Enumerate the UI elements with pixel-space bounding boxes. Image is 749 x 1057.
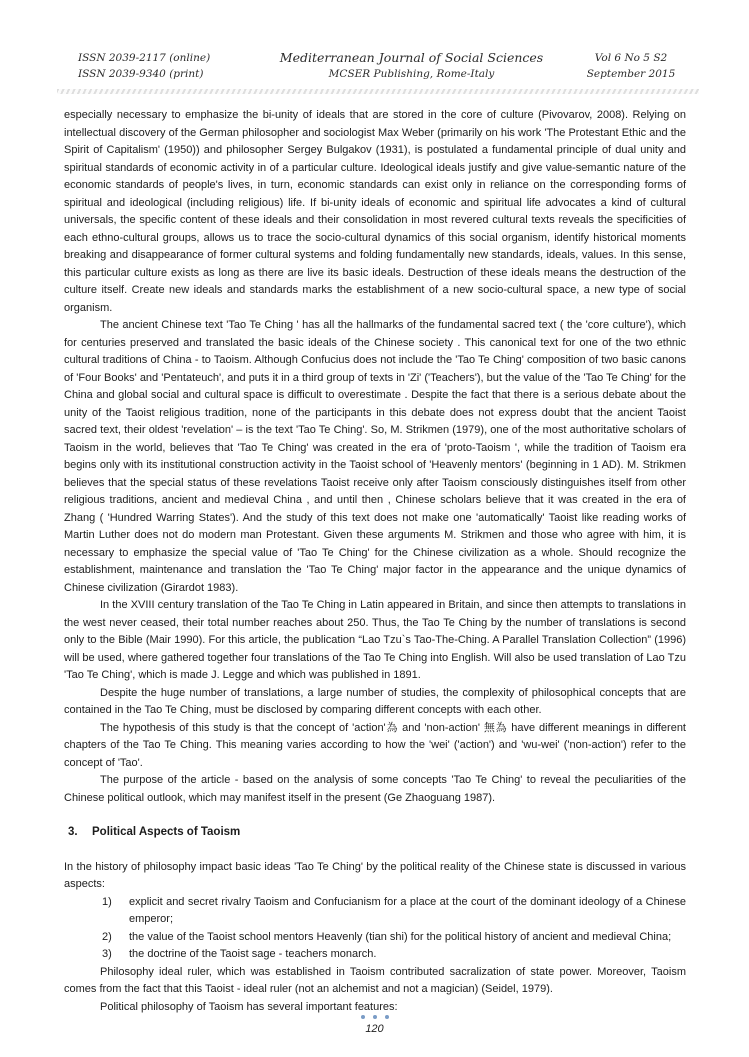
list-item-number: 3) (102, 948, 112, 960)
dot-icon (373, 1015, 377, 1019)
issue-date: September 2015 (586, 68, 676, 80)
dot-icon (385, 1015, 389, 1019)
list-item-text: explicit and secret rivalry Taoism and Confucianism for a place at the court of the dominant ideology of a Chinese emperor; (129, 895, 686, 925)
body-paragraph: Despite the huge number of translations, a large number of studies, the complexity of philosophical concepts that are contained in the Tao Te Ching, must be disclosed by comparing different concepts with each other. (64, 686, 686, 716)
section-heading (68, 824, 686, 842)
page-number: 120 (365, 1023, 384, 1035)
footer-ornament-dots (0, 1015, 749, 1019)
volume-info: Vol 6 No 5 S2 (594, 52, 668, 64)
list-item-text: the value of the Taoist school mentors Heavenly (tian shi) for the political history of ancient and medieval China; (129, 930, 672, 943)
journal-header (78, 50, 687, 82)
list-item (64, 946, 686, 964)
body-paragraph: The ancient Chinese text 'Tao Te Ching ' has all the hallmarks of the fundamental sacred text ( the 'core culture'), which for centuries preserved and translated the basic ideals of the Chinese society . This canonical text for one of the two ethnic cultural traditions of China - to Taoism. Although Confucius does not include the 'Tao Te Ching' composition of two basic canons of 'Four Books' and 'Pentateuch', and puts it in a third group of texts in 'Zi' ('Teachers'), but the value of the 'Tao Te Ching' for the China and global social and cultural space is difficult to overestimate . Despite the fact that there is a serious debate about the unity of the Taoist religious tradition, none of the participants in this debate does not express doubt that the ancient Taoist sacred text, their oldest 'revelation' – is the text 'Tao Te Ching'. So, M. Strikmen (1979), one of the most authoritative scholars of Taoism in the world, believes that 'Tao Te Ching' was created in the era of 'proto-Taoism ', while the tradition of Taoism era begins only with its institutional construction activity in the Taoist school of 'Heavenly mentors' (beginning in 1 AD). M. Strikmen believes that the special status of these revelations Taoist receive only after Taoism consciously distinguishes itself from other religious traditions, ancient and medieval China , and until then , Chinese scholars believe that it was created in the era of Zhang ( 'Hundred Warring States'). And the study of this text does not make one 'automatically' Taoist like reading works of Martin Luther does not do modern man Protestant. Given these arguments M. Strikmen and those who agree with him, it is necessary to emphasize the special value of 'Tao Te Ching' for the Chinese civilization as a whole. Should recognize the establishment, maintenance and translation the 'Tao Te Ching' major factor in the appearance and the unique dynamics of Chinese civilization (Girardot 1983). (64, 319, 686, 594)
list-item-text: the doctrine of the Taoist sage - teachers monarch. (129, 948, 377, 960)
article-body (64, 107, 686, 1016)
body-paragraph: Political philosophy of Taoism has several important features: (100, 1000, 398, 1013)
page-footer (0, 1015, 749, 1035)
body-paragraph: In the XVIII century translation of the Tao Te Ching in Latin appeared in Britain, and since then attempts to translations in the west never ceased, their total number reaches about 250. Thus, the Tao Te Ching by the number of translations is second only to the Bible (Mair 1990). For this article, the publication “Lao Tzu`s Tao-The-Ching. A Parallel Translation Collection” (1996) will be used, where gathered together four translations of the Tao Te Ching into English. Will also be used translation of Lao Tzu 'Tao Te Ching', which is made J. Legge and which was published in 1891. (64, 599, 686, 681)
body-paragraph: especially necessary to emphasize the bi-unity of ideals that are stored in the core of culture (Pivovarov, 2008). Relying on intellectual discovery of the German philosopher and sociologist Max Weber (primarily on his work 'The Protestant Ethic and the Spirit of Capitalism' (1950)) and philosopher Sergey Bulgakov (1931), is postulated a fundamental principle of dual unity and spiritual standards of economic activity in of a particular culture. Ideological ideals justify and give value-semantic nature of the economic standards of people's lives, in turn, economic standards can exist only in reliance on the corresponding forms of spiritual and ideological (including religious) life. If bi-unity ideals of economic and spiritual life advocates a kind of cultural universals, the specific content of these ideals and their consolidation in most revered cultural texts reveals the specificities of each ethno-cultural groups, allows us to trace the socio-cultural dynamics of this social organism, identify historical moments breaking and disappearance of former cultural systems and folding fundamentally new standards, ideals, values. In this sense, this particular culture exists as long as there are live its basic ideals. Destruction of these ideals means the destruction of the culture itself. Create new ideals and standards marks the establishment of a new socio-cultural space, a new type of social organism. (64, 109, 686, 314)
journal-publisher: MCSER Publishing, Rome-Italy (328, 68, 495, 80)
issn-block (78, 50, 248, 82)
body-paragraph: In the history of philosophy impact basic ideas 'Tao Te Ching' by the political reality of the Chinese state is discussed in various aspects: (64, 860, 686, 890)
body-paragraph: The purpose of the article - based on the analysis of some concepts 'Tao Te Ching' to reveal the peculiarities of the Chinese political outlook, which may manifest itself in the present (Ge Zhaoguang 1987). (64, 774, 686, 804)
list-item-number: 2) (102, 930, 112, 943)
journal-title-block (248, 50, 575, 82)
issn-online: ISSN 2039-2117 (online) (78, 52, 211, 64)
list-item-number: 1) (102, 895, 112, 908)
list-item (64, 929, 686, 947)
body-paragraph: The hypothesis of this study is that the concept of 'action'為 and 'non-action' 無為 have different meanings in different chapters of the Tao Te Ching. This meaning varies according to how the 'wei' ('action') and 'wu-wei' ('non-action') refer to the concept of 'Tao'. (64, 721, 686, 769)
list-item (64, 894, 686, 929)
hatched-divider (57, 89, 699, 94)
issn-print: ISSN 2039-9340 (print) (78, 68, 204, 80)
body-paragraph: Philosophy ideal ruler, which was established in Taoism contributed sacralization of state power. Moreover, Taoism comes from the fact that this Taoist - ideal ruler (not an alchemist and not a magician) (Seidel, 1979). (64, 965, 686, 995)
journal-title: Mediterranean Journal of Social Sciences (279, 50, 544, 65)
dot-icon (361, 1015, 365, 1019)
section-number: 3. (68, 826, 78, 838)
section-title: Political Aspects of Taoism (92, 826, 241, 838)
volume-block (575, 50, 687, 82)
